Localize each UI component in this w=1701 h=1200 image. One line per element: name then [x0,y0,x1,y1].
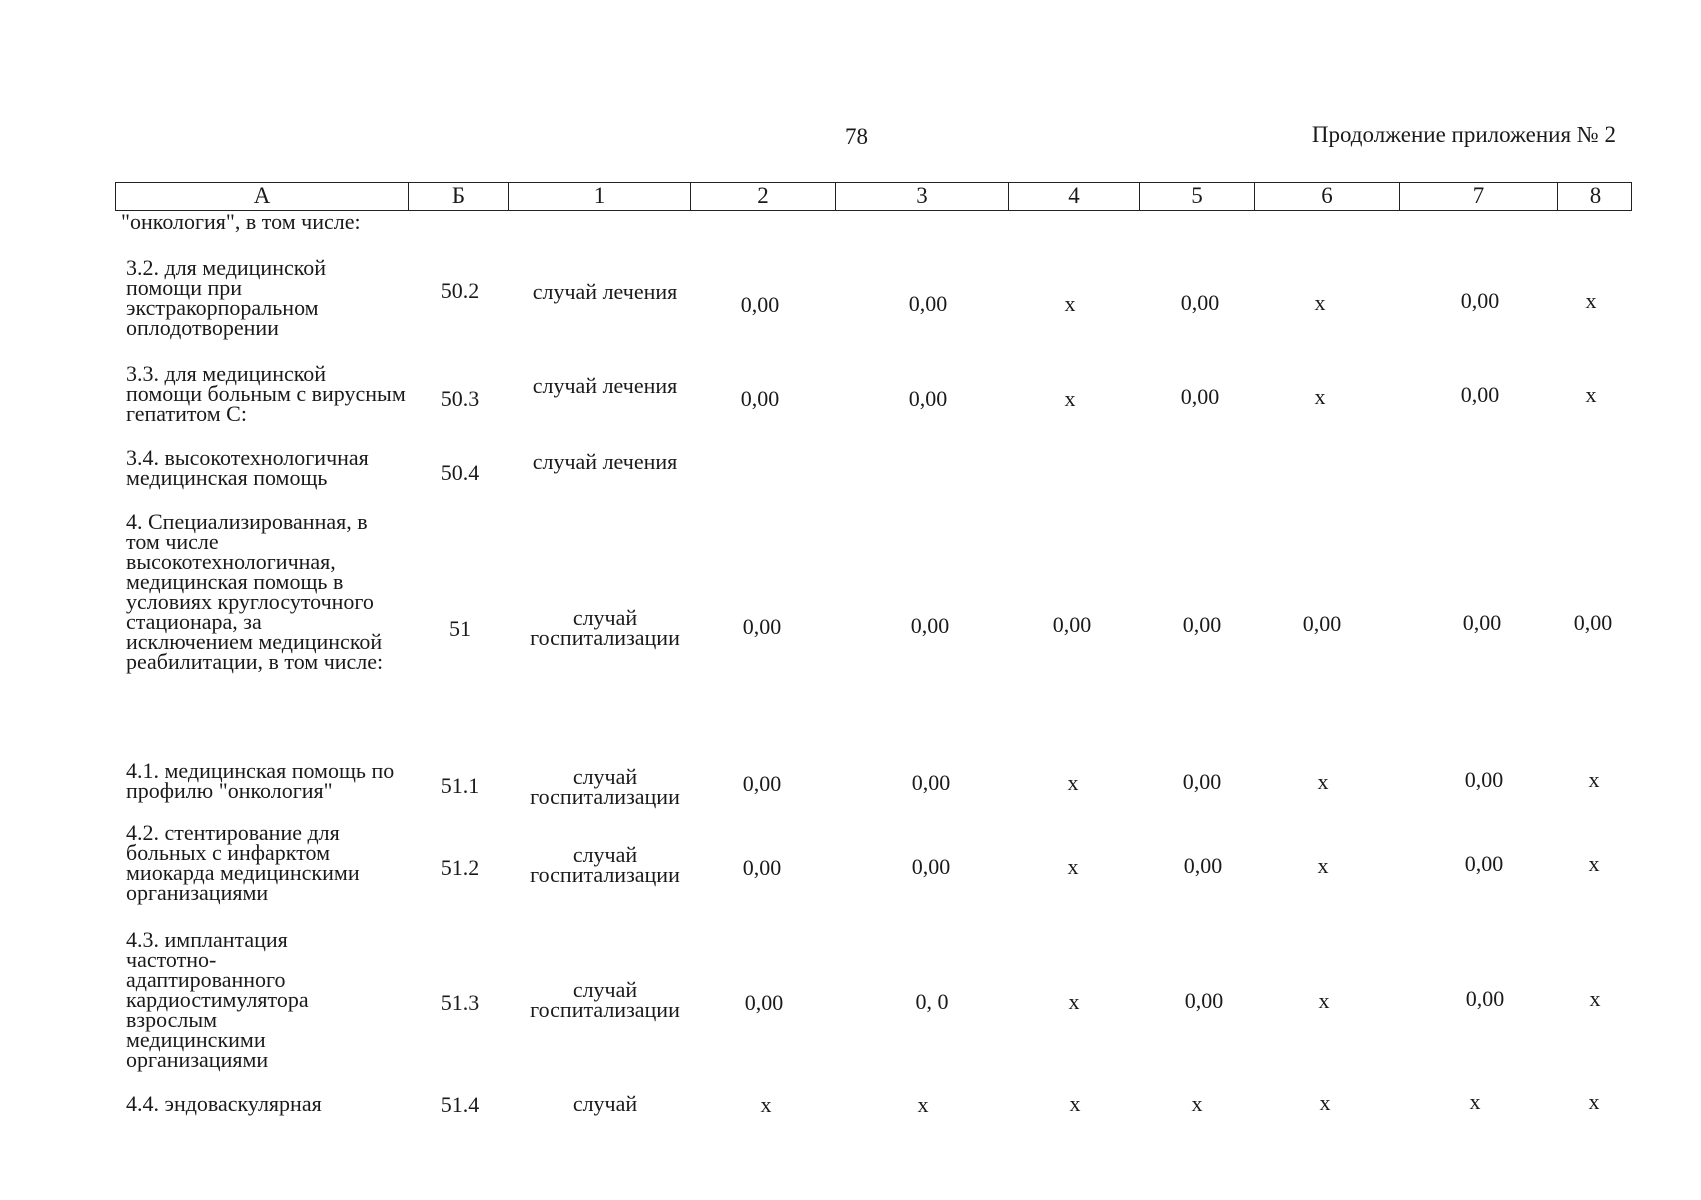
header-cell-5: 5 [1140,183,1255,210]
row-value-4: х [1067,770,1079,795]
row-value-4: х [1068,989,1080,1014]
row-code: 51 [449,616,471,641]
row-value-8: х [1588,1089,1600,1114]
header-cell-4: 4 [1009,183,1140,210]
row-code: 51.2 [440,855,480,880]
row-code: 51.1 [440,773,480,798]
header-cell-a: А [116,183,409,210]
row-value-3: 0,00 [911,770,951,795]
row-name: 4. Специализированная, в том числе высокотехнологичная, медицинская помощь в условиях круглосуточного стационара, за исключением медицинской реабилитации, в том числе: [126,509,384,674]
row-value-5: 0,00 [1182,612,1222,637]
row-value-8: х [1585,288,1597,313]
row-value-2: 0,00 [740,386,780,411]
header-cell-7: 7 [1400,183,1558,210]
row-value-3: 0,00 [908,291,948,316]
row-value-8: х [1589,986,1601,1011]
row-value-4: 0,00 [1052,612,1092,637]
row-value-5: 0,00 [1182,769,1222,794]
row-value-3: 0,00 [911,854,951,879]
row-value-2: 0,00 [740,292,780,317]
row-value-6: х [1314,290,1326,315]
row-value-7: 0,00 [1464,851,1504,876]
header-cell-2: 2 [691,183,836,210]
row-value-6: х [1318,988,1330,1013]
row-value-3: 0,00 [908,386,948,411]
row-name: 3.4. высокотехнологичная медицинская помощь [126,445,369,490]
header-cell-b: Б [409,183,509,210]
row-code: 50.2 [440,278,480,303]
row-value-5: 0,00 [1183,853,1223,878]
row-unit: случай госпитализации [530,977,680,1022]
row-value-3: 0, 0 [915,989,949,1014]
row-name: 3.3. для медицинской помощи больным с вирусным гепатитом С: [126,361,406,426]
row-value-2: 0,00 [742,855,782,880]
row-value-4: х [1064,386,1076,411]
row-code: 50.3 [440,386,480,411]
row-value-8: х [1588,767,1600,792]
row-value-6: 0,00 [1302,611,1342,636]
row-value-7: 0,00 [1465,986,1505,1011]
header-cell-3: 3 [836,183,1009,210]
row-value-7: 0,00 [1464,767,1504,792]
row-unit: случай лечения [532,279,678,304]
row-name: 4.4. эндоваскулярная [126,1091,322,1116]
header-cell-8: 8 [1589,183,1602,208]
row-value-2: 0,00 [742,614,782,639]
row-value-7: 0,00 [1460,288,1500,313]
row-unit: случай лечения [532,373,678,398]
appendix-note: Продолжение приложения № 2 [1311,122,1616,147]
row-unit: случай госпитализации [530,764,680,809]
row-name: 4.3. имплантация частотно-адаптированного кардиостимулятора взрослым медицинскими организациями [126,927,309,1072]
row-value-4: х [1067,854,1079,879]
row-code: 51.4 [440,1092,480,1117]
row-value-2: х [760,1092,772,1117]
header-cell-1: 1 [509,183,691,210]
row-value-4: х [1064,291,1076,316]
row-value-4: х [1069,1091,1081,1116]
row-value-2: 0,00 [744,990,784,1015]
row-value-6: х [1314,384,1326,409]
row-value-6: х [1317,769,1329,794]
row-value-7: 0,00 [1462,610,1502,635]
row-unit: случай лечения [532,449,678,474]
row-value-7: 0,00 [1460,382,1500,407]
row-name: 4.1. медицинская помощь по профилю "онкология" [126,758,395,803]
header-cell-6: 6 [1255,183,1400,210]
row-name: 3.2. для медицинской помощи при экстракорпоральном оплодотворении [126,255,327,340]
row-value-3: 0,00 [910,613,950,638]
row-unit: случай госпитализации [530,842,680,887]
row-value-3: х [917,1092,929,1117]
row-value-7: х [1469,1089,1481,1114]
row-value-5: 0,00 [1184,988,1224,1013]
row-value-6: х [1319,1090,1331,1115]
page-number: 78 [845,124,868,149]
row-value-2: 0,00 [742,771,782,796]
row-value-5: 0,00 [1180,384,1220,409]
row-code: 50.4 [440,460,480,485]
row-value-5: х [1191,1091,1203,1116]
row-value-8: х [1585,382,1597,407]
row-name: 4.2. стентирование для больных с инфарктом миокарда медицинскими организациями [126,820,360,905]
row-unit: случай госпитализации [530,605,680,650]
row-value-8: х [1588,851,1600,876]
row-value-6: х [1317,853,1329,878]
continuation-text: "онкология", в том числе: [121,209,361,234]
row-value-8: 0,00 [1573,610,1613,635]
row-unit: случай [572,1091,638,1116]
row-value-5: 0,00 [1180,290,1220,315]
row-code: 51.3 [440,990,480,1015]
